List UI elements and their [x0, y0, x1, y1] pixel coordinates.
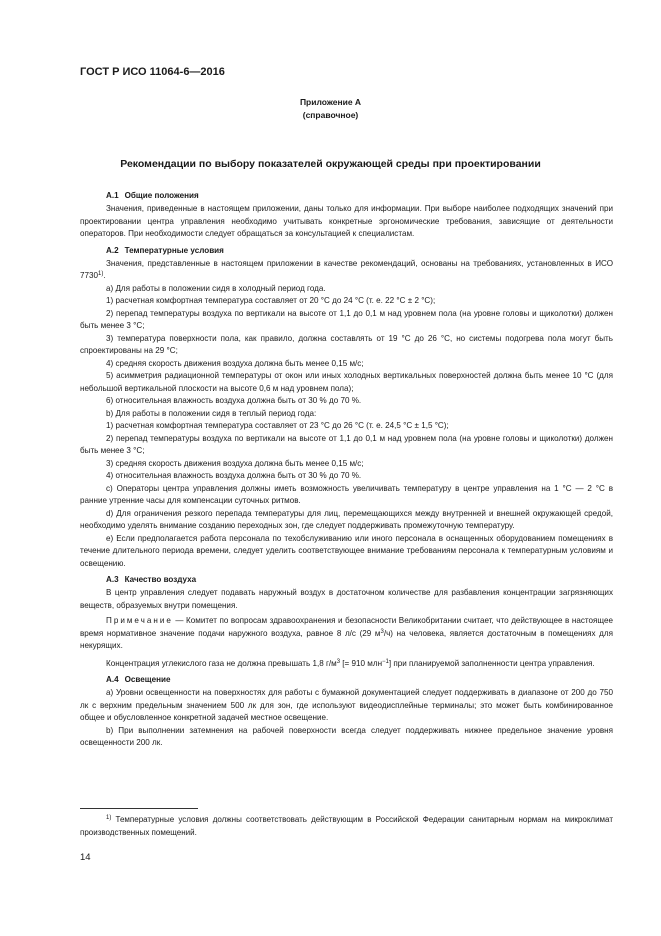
paragraph-text: Значения, представленные в настоящем приложении в качестве рекомендаций, основаны на требованиях, установленных в ИСО 7730 — [80, 258, 613, 280]
paragraph-text: Концентрация углекислого газа не должна превышать 1,8 г/м — [106, 658, 337, 668]
list-item: а) Для работы в положении сидя в холодный период года. — [106, 283, 326, 293]
paragraph: В центр управления следует подавать наружный воздух в достаточном количестве для разбавления концентрации загрязняющих веществ, образуемых внутри помещения. — [80, 588, 613, 610]
superscript: −1 — [382, 658, 389, 665]
superscript: 3 — [336, 658, 341, 665]
section-title: Температурные условия — [124, 245, 224, 255]
superscript: 3 — [380, 628, 384, 635]
section-title: Качество воздуха — [124, 575, 197, 584]
list-item: d) Для ограничения резкого перепада температуры для лиц, перемещающихся между внутренней и внешней окружающей средой, необходимо уделять внимание созданию переходных зон, где следует поддерживать промежуточную температуру. — [80, 508, 613, 530]
section-title: Освещение — [124, 675, 171, 684]
list-item: 1) расчетная комфортная температура составляет от 20 °С до 24 °С (т. е. 22 °С ± 2 °С); — [106, 296, 436, 305]
section-heading-a2 — [80, 244, 613, 257]
page-number: 14 — [80, 852, 91, 863]
annex-type: (справочное) — [302, 110, 359, 120]
annex-label: Приложение А — [299, 97, 362, 107]
footnote — [80, 814, 613, 839]
paragraph — [80, 258, 613, 283]
list-item: 3) средняя скорость движения воздуха должна быть менее 0,15 м/с; — [106, 458, 364, 468]
section-number: А.4 — [106, 675, 119, 684]
document-header: ГОСТ Р ИСО 11064-6—2016 — [80, 66, 225, 78]
list-item: b) При выполнении затемнения на рабочей поверхности всегда следует поддерживать нижнее предельное значение уровня освещенности 200 лк. — [80, 725, 613, 747]
section-heading-a1 — [80, 189, 613, 202]
list-item: 4) средняя скорость движения воздуха должна быть менее 0,15 м/с; — [106, 358, 364, 368]
note-label: Примечание — [106, 616, 173, 625]
note-text-end: /ч) на человека, является достаточным в помещениях для некурящих. — [80, 628, 614, 650]
footnote-ref: 1) — [98, 271, 104, 277]
list-item: 4) относительная влажность воздуха должна быть от 30 % до 70 %. — [106, 471, 362, 480]
section-title: Общие положения — [124, 191, 199, 200]
paragraph-text: ] при планируемой заполненности центра управления. — [388, 658, 595, 668]
list-item: e) Если предполагается работа персонала по техобслуживанию или иного персонала в оснащенных оборудованием помещениях в течение длительного периода времени, следует уделить соответствующее внимание требованиям персонала к температурным условиям и освещению. — [80, 533, 613, 568]
section-number: А.3 — [106, 575, 119, 584]
footnote-divider — [80, 808, 198, 809]
annex-title: Рекомендации по выбору показателей окружающей среды при проектировании — [120, 158, 541, 170]
paragraph-text: . — [103, 271, 106, 280]
section-number: А.1 — [106, 191, 119, 200]
section-heading-a3 — [80, 573, 613, 586]
paragraph-text: [= 910 млн — [340, 658, 383, 668]
section-number: А.2 — [106, 245, 119, 255]
list-item: c) Операторы центра управления должны иметь возможность увеличивать температуру в центре управления на 1 °С — 2 °С в ранние утренние часы для компенсации суточных ритмов. — [80, 483, 613, 505]
list-item: 2) перепад температуры воздуха по вертикали на высоте от 1,1 до 0,1 м над уровнем пола (на уровне головы и щиколотки) должен быть менее 3 °С; — [80, 433, 613, 455]
list-item: 1) расчетная комфортная температура составляет от 23 °С до 26 °С (т. е. 24,5 °С ± 1,5 °С); — [106, 421, 449, 430]
list-item: 2) перепад температуры воздуха по вертикали на высоте от 1,1 до 0,1 м над уровнем пола (на уровне головы и щиколотки) должен быть менее 3 °С; — [80, 308, 613, 330]
paragraph: Значения, приведенные в настоящем приложении, даны только для информации. При выборе наиболее подходящих значений при проектировании центра управления необходимо учитывать конкретные эргономические требования, зависящие от деятельности операторов. При необходимости следует обращаться за консультацией к специалистам. — [80, 204, 613, 238]
document-body — [80, 188, 613, 750]
note-text: — Комитет по вопросам здравоохранения и безопасности Великобритании считает, что действующее в настоящее время нормативное значение подачи наружного воздуха, равное 8 л/с (29 м — [80, 616, 613, 638]
section-heading-a4 — [80, 673, 613, 686]
note — [80, 615, 613, 653]
list-item: b) Для работы в положении сидя в теплый период года: — [106, 408, 317, 418]
footnote-text: Температурные условия должны соответствовать действующим в Российской Федерации санитарным нормам на микроклимат производственных помещений. — [80, 815, 613, 837]
paragraph — [80, 658, 613, 671]
footnote-mark: 1) — [106, 815, 112, 821]
list-item: 6) относительная влажность воздуха должна быть от 30 % до 70 %. — [106, 396, 362, 405]
list-item: 5) асимметрия радиационной температуры от окон или иных холодных вертикальных поверхностей должна быть менее 10 °С (для небольшой вертикальной плоскости на высоте 0,6 м над уровнем пола); — [80, 371, 613, 393]
list-item: 3) температура поверхности пола, как правило, должна составлять от 19 °С до 26 °С, но системы подогрева пола могут быть спроектированы на 29 °С; — [80, 333, 613, 355]
list-item: а) Уровни освещенности на поверхностях для работы с бумажной документацией следует поддерживать в диапазоне от 200 до 750 лк с верхним предельным значением 500 лк для зон, где используют видеодисплейные терминалы; это может быть комбинированное общее и обусловленное конкретной задачей местное освещение. — [80, 688, 613, 722]
